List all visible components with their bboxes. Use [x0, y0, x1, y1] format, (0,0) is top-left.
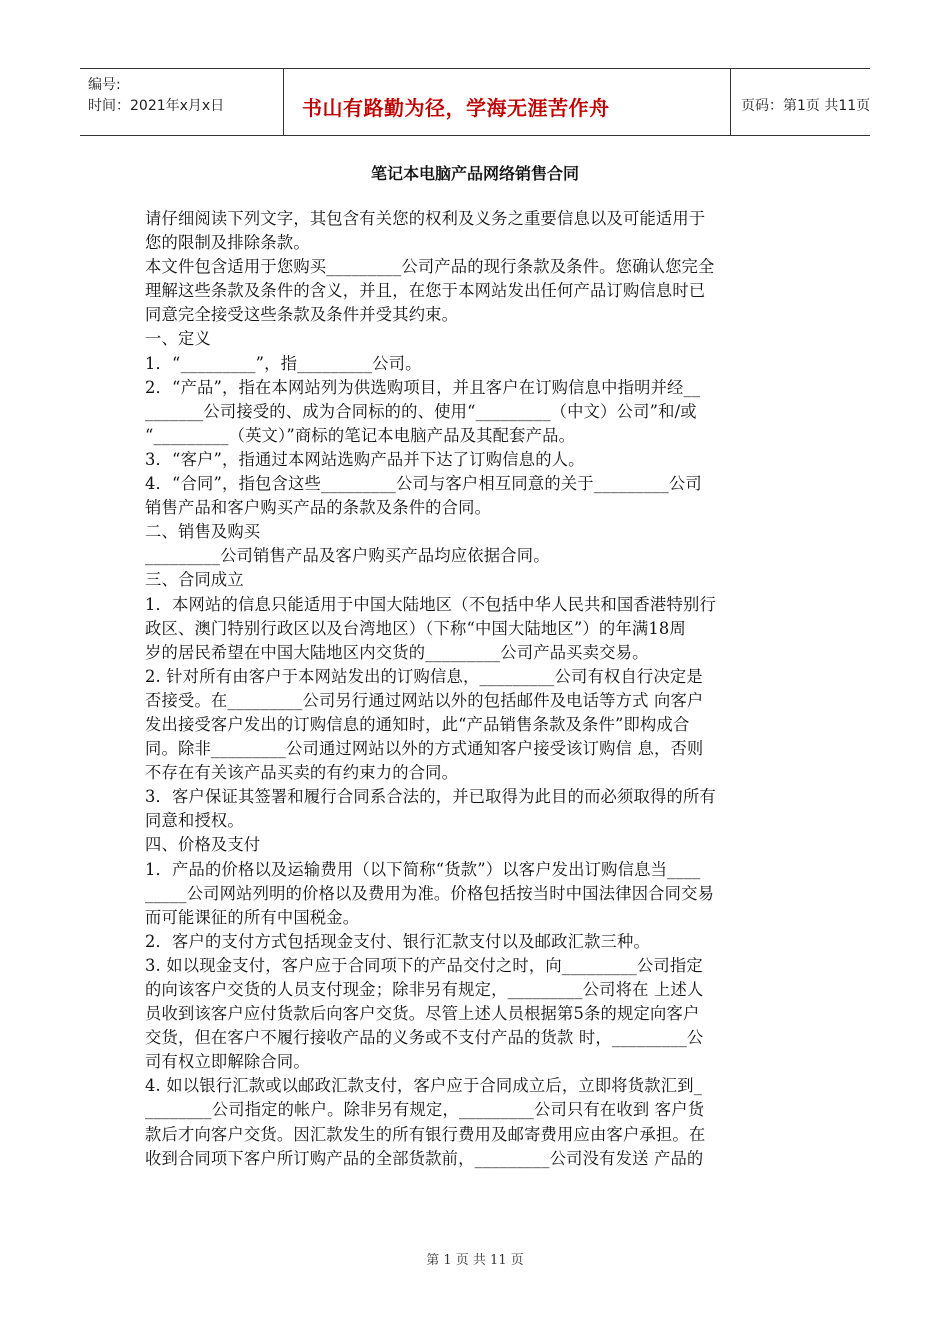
body-line: 1．产品的价格以及运输费用（以下简称“货款”）以客户发出订购信息当____: [145, 859, 701, 879]
body-line: 款后才向客户交货。因汇款发生的所有银行费用及邮寄费用应由客户承担。在: [145, 1124, 706, 1144]
body-line: “_________（英文）”商标的笔记本电脑产品及其配套产品。: [145, 425, 576, 445]
body-line: 员收到该客户应付货款后向客户交货。尽管上述人员根据第5条的规定向客户: [145, 1004, 700, 1024]
body-line: 请仔细阅读下列文字，其包含有关您的权利及义务之重要信息以及可能适用于: [145, 209, 706, 228]
body-line: 4. 如以银行汇款或以邮政汇款支付，客户应于合同成立后，立即将货款汇到_: [145, 1076, 703, 1096]
body-line: 同。除非_________公司通过网站以外的方式通知客户接受该订购信 息，否则: [145, 739, 704, 759]
body-line: 司有权立即解除合同。: [145, 1052, 310, 1072]
page-info: 页码：第1页 共11页: [741, 98, 871, 114]
body-line: 而可能课征的所有中国税金。: [145, 907, 360, 927]
header-page-cell: [731, 69, 870, 135]
section-heading: 三、合同成立: [145, 570, 244, 590]
body-line: 交货，但在客户不履行接收产品的义务或不支付产品的货款 时，_________公: [145, 1028, 704, 1048]
body-line: 1．本网站的信息只能适用于中国大陆地区（不包括中华人民共和国香港特别行: [145, 594, 716, 614]
page-footer: 第 1 页 共 11 页: [426, 1253, 524, 1268]
body-line: _____公司网站列明的价格以及费用为准。价格包括按当时中国法律因合同交易: [145, 883, 715, 903]
body-line: 同意完全接受这些条款及条件并受其约束。: [145, 305, 459, 325]
body-line: ________公司指定的帐户。除非另有规定，_________公司只有在收到 客户货: [145, 1100, 705, 1120]
contract-body: [145, 207, 815, 1171]
time-label: 时间：2021年x月x日: [88, 98, 225, 114]
body-line: 理解这些条款及条件的含义，并且，在您于本网站发出任何产品订购信息时已: [145, 281, 706, 301]
body-line: 3．“客户”，指通过本网站选购产品并下达了订购信息的人。: [145, 449, 585, 469]
document-header: [80, 68, 870, 136]
header-motto-cell: [283, 69, 731, 135]
header-meta: [80, 69, 283, 135]
section-heading: 四、价格及支付: [145, 835, 261, 855]
body-line: 发出接受客户发出的订购信息的通知时，此“产品销售条款及条件”即构成合: [145, 714, 690, 734]
document-title: 笔记本电脑产品网络销售合同: [370, 164, 579, 183]
section-heading: 二、销售及购买: [145, 522, 261, 542]
body-line: 收到合同项下客户所订购产品的全部货款前，_________公司没有发送 产品的: [145, 1148, 704, 1168]
body-line: 3. 如以现金支付，客户应于合同项下的产品交付之时，向_________公司指定: [145, 955, 703, 975]
body-line: 2. 针对所有由客户于本网站发出的订购信息，_________公司有权自行决定是: [145, 666, 703, 686]
body-line: 的向该客户交货的人员支付现金；除非另有规定，_________公司将在 上述人: [145, 980, 704, 999]
body-line: 不存在有关该产品买卖的有约束力的合同。: [145, 763, 459, 783]
body-line: 否接受。在_________公司另行通过网站以外的包括邮件及电话等方式 向客户: [145, 690, 704, 710]
body-line: 您的限制及排除条款。: [145, 233, 310, 253]
body-line: 1．“_________”，指_________公司。: [145, 353, 422, 373]
body-line: 2．客户的支付方式包括现金支付、银行汇款支付以及邮政汇款三种。: [145, 931, 650, 951]
body-line: _________公司销售产品及客户购买产品均应依据合同。: [145, 546, 550, 566]
section-heading: 一、定义: [145, 329, 211, 349]
body-line: 销售产品和客户购买产品的条款及条件的合同。: [145, 498, 492, 518]
body-line: _______公司接受的、成为合同标的的、使用“_________（中文）公司”和/或: [145, 401, 697, 421]
body-line: 政区、澳门特别行政区以及台湾地区）（下称“中国大陆地区”）的年满18周: [145, 618, 686, 638]
body-line: 4．“合同”，指包含这些_________公司与客户相互同意的关于_________公司: [145, 474, 702, 494]
body-line: 3．客户保证其签署和履行合同系合法的，并已取得为此目的而必须取得的所有: [145, 787, 716, 807]
number-label: 编号:: [88, 77, 121, 93]
body-line: 本文件包含适用于您购买_________公司产品的现行条款及条件。您确认您完全: [145, 257, 715, 277]
motto: 书山有路勤为径，学海无涯苦作舟: [302, 96, 610, 120]
body-line: 2．“产品”，指在本网站列为供选购项目，并且客户在订购信息中指明并经__: [145, 377, 701, 397]
body-line: 岁的居民希望在中国大陆地区内交货的_________公司产品买卖交易。: [145, 642, 649, 662]
body-line: 同意和授权。: [145, 811, 244, 831]
